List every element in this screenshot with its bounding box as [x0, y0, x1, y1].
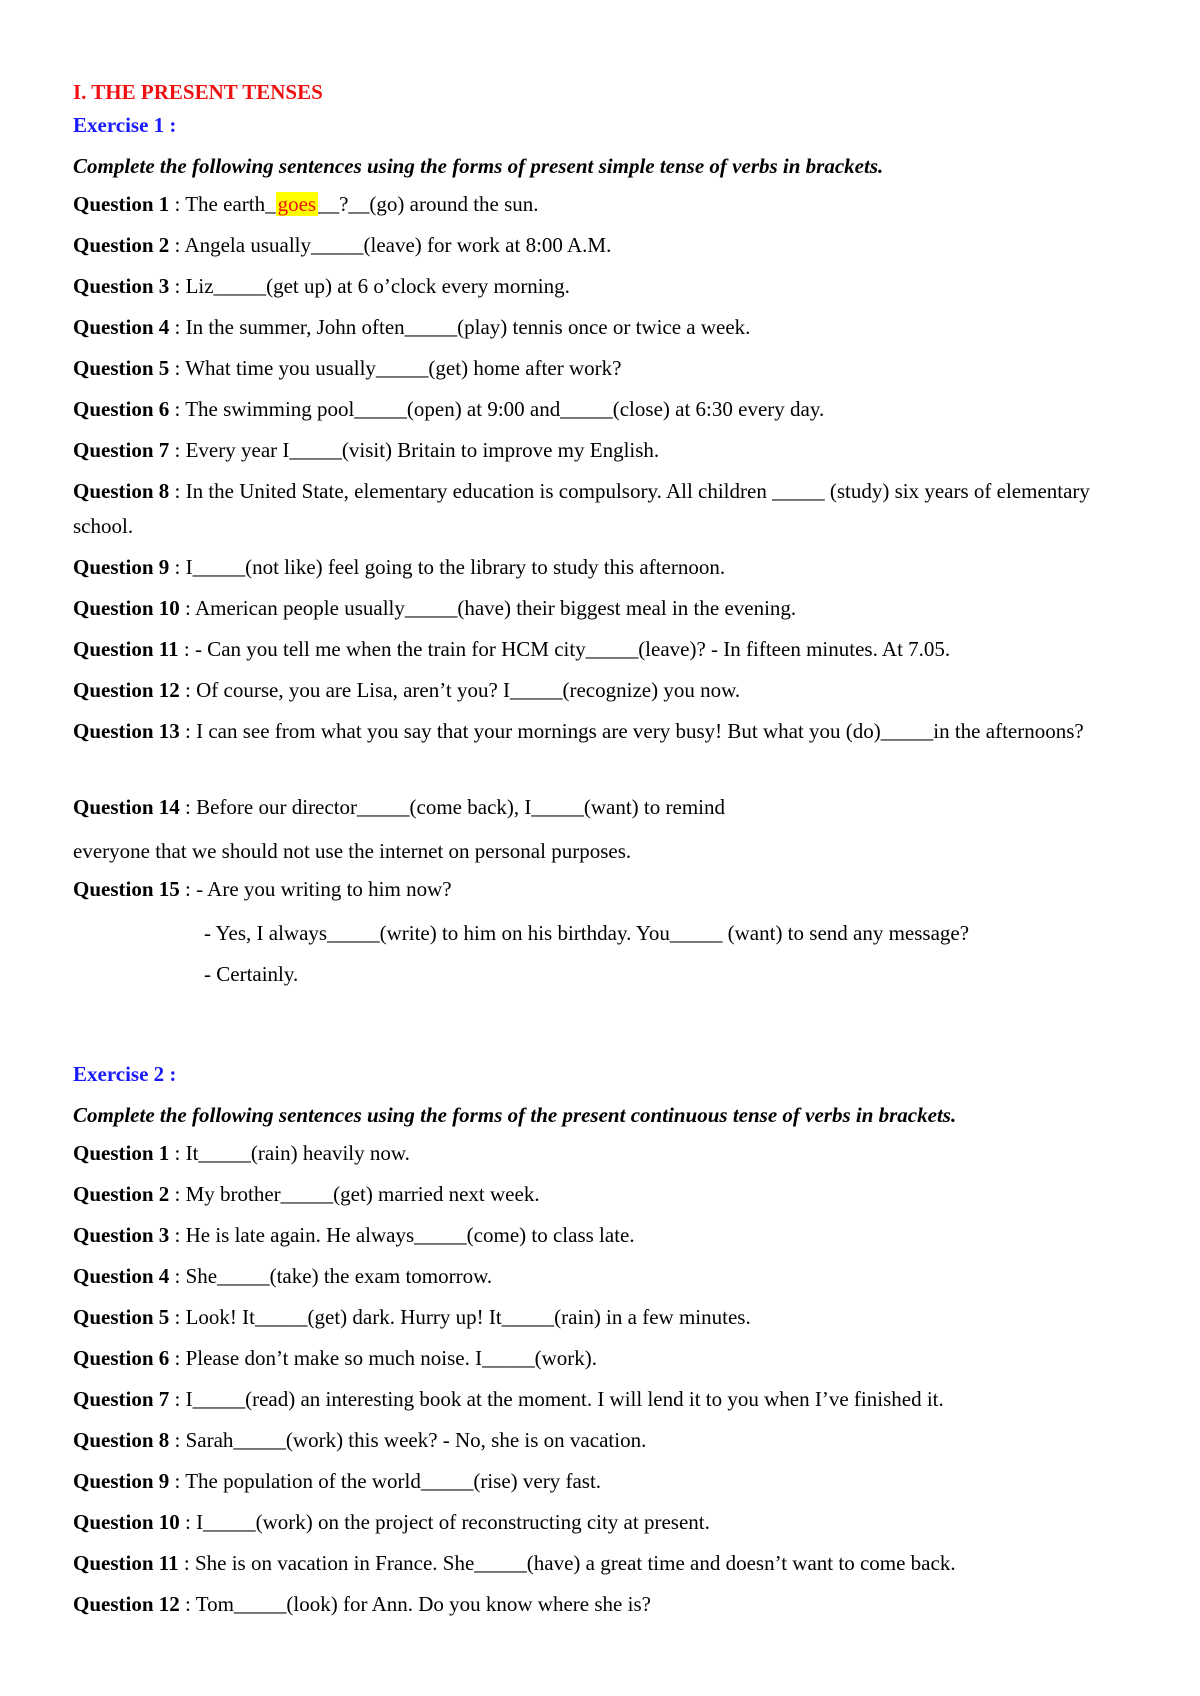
question-label: Question 10 — [73, 1510, 180, 1534]
exercise-2-title: Exercise 2 : — [73, 1062, 177, 1086]
question-text: : Look! It_____(get) dark. Hurry up! It_____(rain) in a few minutes. — [169, 1305, 751, 1329]
exercise-1-instruction: Complete the following sentences using the forms of present simple tense of verbs in brackets. — [73, 154, 884, 178]
question-text: : In the United State, elementary education is compulsory. All children _____ (study) six years of elementary school. — [73, 479, 1090, 538]
question-text: : It_____(rain) heavily now. — [169, 1141, 410, 1165]
question — [73, 550, 1133, 591]
exercise-2 — [73, 1054, 1133, 1628]
question — [73, 310, 1133, 351]
question-label: Question 11 — [73, 1551, 179, 1575]
question-label: Question 4 — [73, 1264, 170, 1288]
dialogue-line: - Yes, I always_____(write) to him on his birthday. You_____ (want) to send any message? — [204, 921, 970, 945]
question — [73, 1505, 1133, 1546]
question-text: : Tom_____(look) for Ann. Do you know where she is? — [179, 1592, 651, 1616]
question-text: : - Are you writing to him now? — [179, 877, 452, 901]
question-text: : Of course, you are Lisa, aren’t you? I_____(recognize) you now. — [179, 678, 741, 702]
highlighted-answer: goes — [277, 192, 317, 216]
question — [73, 187, 1133, 228]
question-text: : Liz_____(get up) at 6 o’clock every morning. — [169, 274, 570, 298]
question-label: Question 9 — [73, 1469, 170, 1493]
question — [73, 351, 1133, 392]
question — [73, 1177, 1133, 1218]
question — [73, 474, 1133, 550]
question-label: Question 3 — [73, 1223, 170, 1247]
question-label: Question 12 — [73, 678, 180, 702]
question — [73, 1464, 1133, 1505]
question-text: : - Can you tell me when the train for HCM city_____(leave)? - In fifteen minutes. At 7.05. — [178, 637, 951, 661]
question-text: : Before our director_____(come back), I_____(want) to remind — [179, 795, 725, 819]
question — [73, 1136, 1133, 1177]
question — [73, 1259, 1133, 1300]
question-text: : Please don’t make so much noise. I_____(work). — [169, 1346, 597, 1370]
question-label: Question 10 — [73, 596, 180, 620]
question-label: Question 6 — [73, 1346, 170, 1370]
question-text: : The swimming pool_____(open) at 9:00 and_____(close) at 6:30 every day. — [169, 397, 825, 421]
question — [73, 591, 1133, 632]
question — [73, 673, 1133, 714]
question — [73, 1546, 1133, 1587]
question-text: : I_____(read) an interesting book at the moment. I will lend it to you when I’ve finished it. — [169, 1387, 944, 1411]
question-text: : I_____(work) on the project of reconstructing city at present. — [179, 1510, 710, 1534]
question — [73, 392, 1133, 433]
question-label: Question 8 — [73, 479, 170, 503]
question-label: Question 1 — [73, 192, 170, 216]
question — [73, 1423, 1133, 1464]
question-label: Question 2 — [73, 233, 170, 257]
question-continuation: everyone that we should not use the internet on personal purposes. — [73, 839, 632, 863]
question-text: : I can see from what you say that your mornings are very busy! But what you (do)_____in the afternoons? — [179, 719, 1084, 743]
question-label: Question 12 — [73, 1592, 180, 1616]
question — [73, 269, 1133, 310]
question-text: : She_____(take) the exam tomorrow. — [169, 1264, 493, 1288]
question — [73, 872, 1133, 913]
question-label: Question 5 — [73, 1305, 170, 1329]
question-text: : In the summer, John often_____(play) tennis once or twice a week. — [169, 315, 751, 339]
question-text: : Sarah_____(work) this week? - No, she is on vacation. — [169, 1428, 647, 1452]
question — [73, 1341, 1133, 1382]
question-label: Question 8 — [73, 1428, 170, 1452]
question-text: __?__(go) around the sun. — [318, 192, 539, 216]
question-label: Question 11 — [73, 637, 179, 661]
question-text: : He is late again. He always_____(come) to class late. — [169, 1223, 635, 1247]
question-label: Question 2 — [73, 1182, 170, 1206]
section-title: I. THE PRESENT TENSES — [73, 80, 323, 104]
question-text: : My brother_____(get) married next week. — [169, 1182, 540, 1206]
exercise-1-title: Exercise 1 : — [73, 113, 177, 137]
question — [73, 1382, 1133, 1423]
question-text: : The earth_ — [169, 192, 276, 216]
question — [73, 790, 1133, 831]
question-text: : Every year I_____(visit) Britain to improve my English. — [169, 438, 660, 462]
question — [73, 228, 1133, 269]
question — [73, 1218, 1133, 1259]
question-label: Question 9 — [73, 555, 170, 579]
question-text: : I_____(not like) feel going to the library to study this afternoon. — [169, 555, 726, 579]
question-label: Question 1 — [73, 1141, 170, 1165]
question-text: : American people usually_____(have) their biggest meal in the evening. — [179, 596, 797, 620]
question — [73, 1300, 1133, 1341]
question-label: Question 5 — [73, 356, 170, 380]
question-text: : Angela usually_____(leave) for work at 8:00 A.M. — [169, 233, 612, 257]
exercise-1 — [73, 105, 1133, 995]
question — [73, 1587, 1133, 1628]
question-text: : She is on vacation in France. She_____(have) a great time and doesn’t want to come back. — [178, 1551, 956, 1575]
question-label: Question 3 — [73, 274, 170, 298]
question-label: Question 4 — [73, 315, 170, 339]
question-text: : The population of the world_____(rise) very fast. — [169, 1469, 602, 1493]
exercise-2-instruction: Complete the following sentences using the forms of the present continuous tense of verbs in brackets. — [73, 1103, 957, 1127]
question — [73, 433, 1133, 474]
question-text: : What time you usually_____(get) home after work? — [169, 356, 622, 380]
question-label: Question 7 — [73, 1387, 170, 1411]
question — [73, 714, 1133, 790]
question-label: Question 15 — [73, 877, 180, 901]
question-label: Question 13 — [73, 719, 180, 743]
question-label: Question 14 — [73, 795, 180, 819]
question-label: Question 6 — [73, 397, 170, 421]
dialogue-line: - Certainly. — [204, 962, 299, 986]
question — [73, 632, 1133, 673]
question-label: Question 7 — [73, 438, 170, 462]
